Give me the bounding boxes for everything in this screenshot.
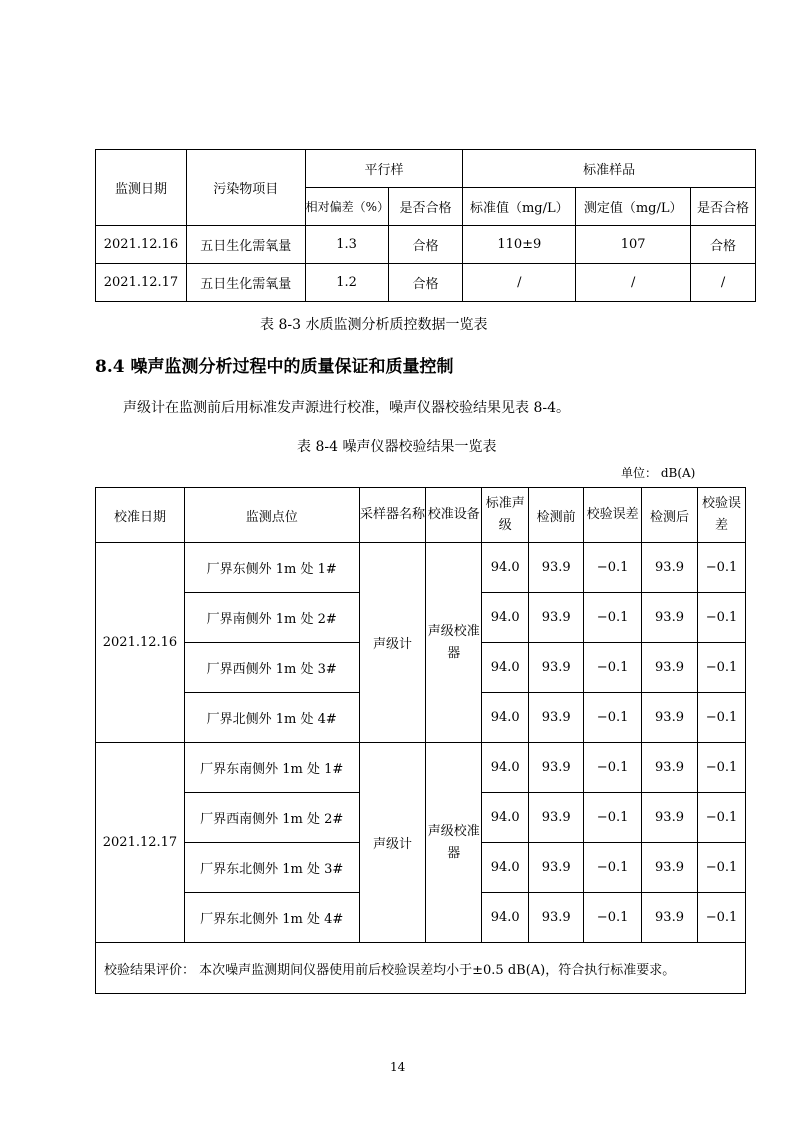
error-cell: −0.1: [697, 743, 745, 793]
header-std-level: 标准声级: [482, 488, 529, 543]
header-before: 检测前: [529, 488, 584, 543]
point-cell: 厂界东南侧外 1m 处 1#: [184, 743, 359, 793]
error-cell: −0.1: [584, 743, 642, 793]
header-measured: 测定值（mg/L）: [576, 188, 691, 226]
table-row: [96, 226, 756, 264]
before-cell: 93.9: [529, 593, 584, 643]
table-row: [96, 264, 756, 302]
pass-cell: /: [691, 264, 756, 302]
point-cell: 厂界西南侧外 1m 处 2#: [184, 793, 359, 843]
rel-dev-cell: 1.2: [305, 264, 388, 302]
page-number: 14: [390, 1060, 406, 1074]
cal-date-cell: 2021.12.17: [96, 743, 185, 943]
header-cal-date: 校准日期: [96, 488, 185, 543]
point-cell: 厂界北侧外 1m 处 4#: [184, 693, 359, 743]
error-cell: −0.1: [584, 893, 642, 943]
point-cell: 厂界东北侧外 1m 处 3#: [184, 843, 359, 893]
error-cell: −0.1: [584, 643, 642, 693]
header-after: 检测后: [642, 488, 698, 543]
error-cell: −0.1: [697, 643, 745, 693]
before-cell: 93.9: [529, 893, 584, 943]
measured-cell: /: [576, 264, 691, 302]
point-cell: 厂界东侧外 1m 处 1#: [184, 543, 359, 593]
header-date: 监测日期: [96, 150, 187, 226]
std-cell: 94.0: [482, 693, 529, 743]
std-cell: 94.0: [482, 593, 529, 643]
before-cell: 93.9: [529, 793, 584, 843]
before-cell: 93.9: [529, 743, 584, 793]
error-cell: −0.1: [697, 693, 745, 743]
std-cell: 94.0: [482, 643, 529, 693]
measured-cell: 107: [576, 226, 691, 264]
device-cell: 声级校准器: [426, 543, 482, 743]
header-parallel: 平行样: [305, 150, 463, 188]
sampler-cell: 声级计: [359, 543, 426, 743]
table-caption: 表 8-3 水质监测分析质控数据一览表: [260, 317, 488, 333]
table-row: [96, 543, 746, 593]
after-cell: 93.9: [642, 543, 698, 593]
error-cell: −0.1: [584, 593, 642, 643]
std-cell: 94.0: [482, 843, 529, 893]
header-pass: 是否合格: [691, 188, 756, 226]
before-cell: 93.9: [529, 643, 584, 693]
rel-dev-cell: 1.3: [305, 226, 388, 264]
error-cell: −0.1: [697, 543, 745, 593]
header-point: 监测点位: [184, 488, 359, 543]
before-cell: 93.9: [529, 843, 584, 893]
header-error: 校验误差: [584, 488, 642, 543]
point-cell: 厂界南侧外 1m 处 2#: [184, 593, 359, 643]
std-cell: 94.0: [482, 893, 529, 943]
error-cell: −0.1: [697, 593, 745, 643]
pass-cell: 合格: [691, 226, 756, 264]
sampler-cell: 声级计: [359, 743, 426, 943]
cal-date-cell: 2021.12.16: [96, 543, 185, 743]
error-cell: −0.1: [584, 693, 642, 743]
std-cell: 94.0: [482, 543, 529, 593]
error-cell: −0.1: [584, 793, 642, 843]
error-cell: −0.1: [697, 793, 745, 843]
conclusion-cell: 校验结果评价： 本次噪声监测期间仪器使用前后校验误差均小于±0.5 dB(A)，符合执行标准要求。: [96, 943, 746, 994]
before-cell: 93.9: [529, 693, 584, 743]
error-cell: −0.1: [697, 893, 745, 943]
table-row: [96, 743, 746, 793]
pollutant-cell: 五日生化需氧量: [186, 226, 305, 264]
table-caption: 表 8-4 噪声仪器校验结果一览表: [297, 439, 497, 455]
header-cal-device: 校准设备: [426, 488, 482, 543]
std-cell: 94.0: [482, 793, 529, 843]
header-pollutant: 污染物项目: [186, 150, 305, 226]
pass-cell: 合格: [388, 226, 463, 264]
body-paragraph: 声级计在监测前后用标准发声源进行校准，噪声仪器校验结果见表 8-4。: [123, 400, 570, 416]
date-cell: 2021.12.16: [96, 226, 187, 264]
std-cell: 94.0: [482, 743, 529, 793]
error-cell: −0.1: [584, 543, 642, 593]
error-cell: −0.1: [584, 843, 642, 893]
header-pass: 是否合格: [388, 188, 463, 226]
date-cell: 2021.12.17: [96, 264, 187, 302]
header-error: 校验误差: [697, 488, 745, 543]
device-cell: 声级校准器: [426, 743, 482, 943]
after-cell: 93.9: [642, 693, 698, 743]
std-value-cell: /: [463, 264, 576, 302]
header-sampler: 采样器名称: [359, 488, 426, 543]
noise-calibration-table: [95, 487, 746, 994]
unit-label: 单位： dB(A): [621, 466, 696, 480]
after-cell: 93.9: [642, 593, 698, 643]
header-standard: 标准样品: [463, 150, 756, 188]
header-rel-dev: 相对偏差（%）: [305, 188, 388, 226]
after-cell: 93.9: [642, 843, 698, 893]
water-qc-table: [95, 149, 756, 302]
point-cell: 厂界东北侧外 1m 处 4#: [184, 893, 359, 943]
header-std-value: 标准值（mg/L）: [463, 188, 576, 226]
pollutant-cell: 五日生化需氧量: [186, 264, 305, 302]
after-cell: 93.9: [642, 643, 698, 693]
after-cell: 93.9: [642, 893, 698, 943]
std-value-cell: 110±9: [463, 226, 576, 264]
before-cell: 93.9: [529, 543, 584, 593]
error-cell: −0.1: [697, 843, 745, 893]
after-cell: 93.9: [642, 743, 698, 793]
point-cell: 厂界西侧外 1m 处 3#: [184, 643, 359, 693]
pass-cell: 合格: [388, 264, 463, 302]
section-heading: 8.4 噪声监测分析过程中的质量保证和质量控制: [95, 357, 454, 377]
after-cell: 93.9: [642, 793, 698, 843]
